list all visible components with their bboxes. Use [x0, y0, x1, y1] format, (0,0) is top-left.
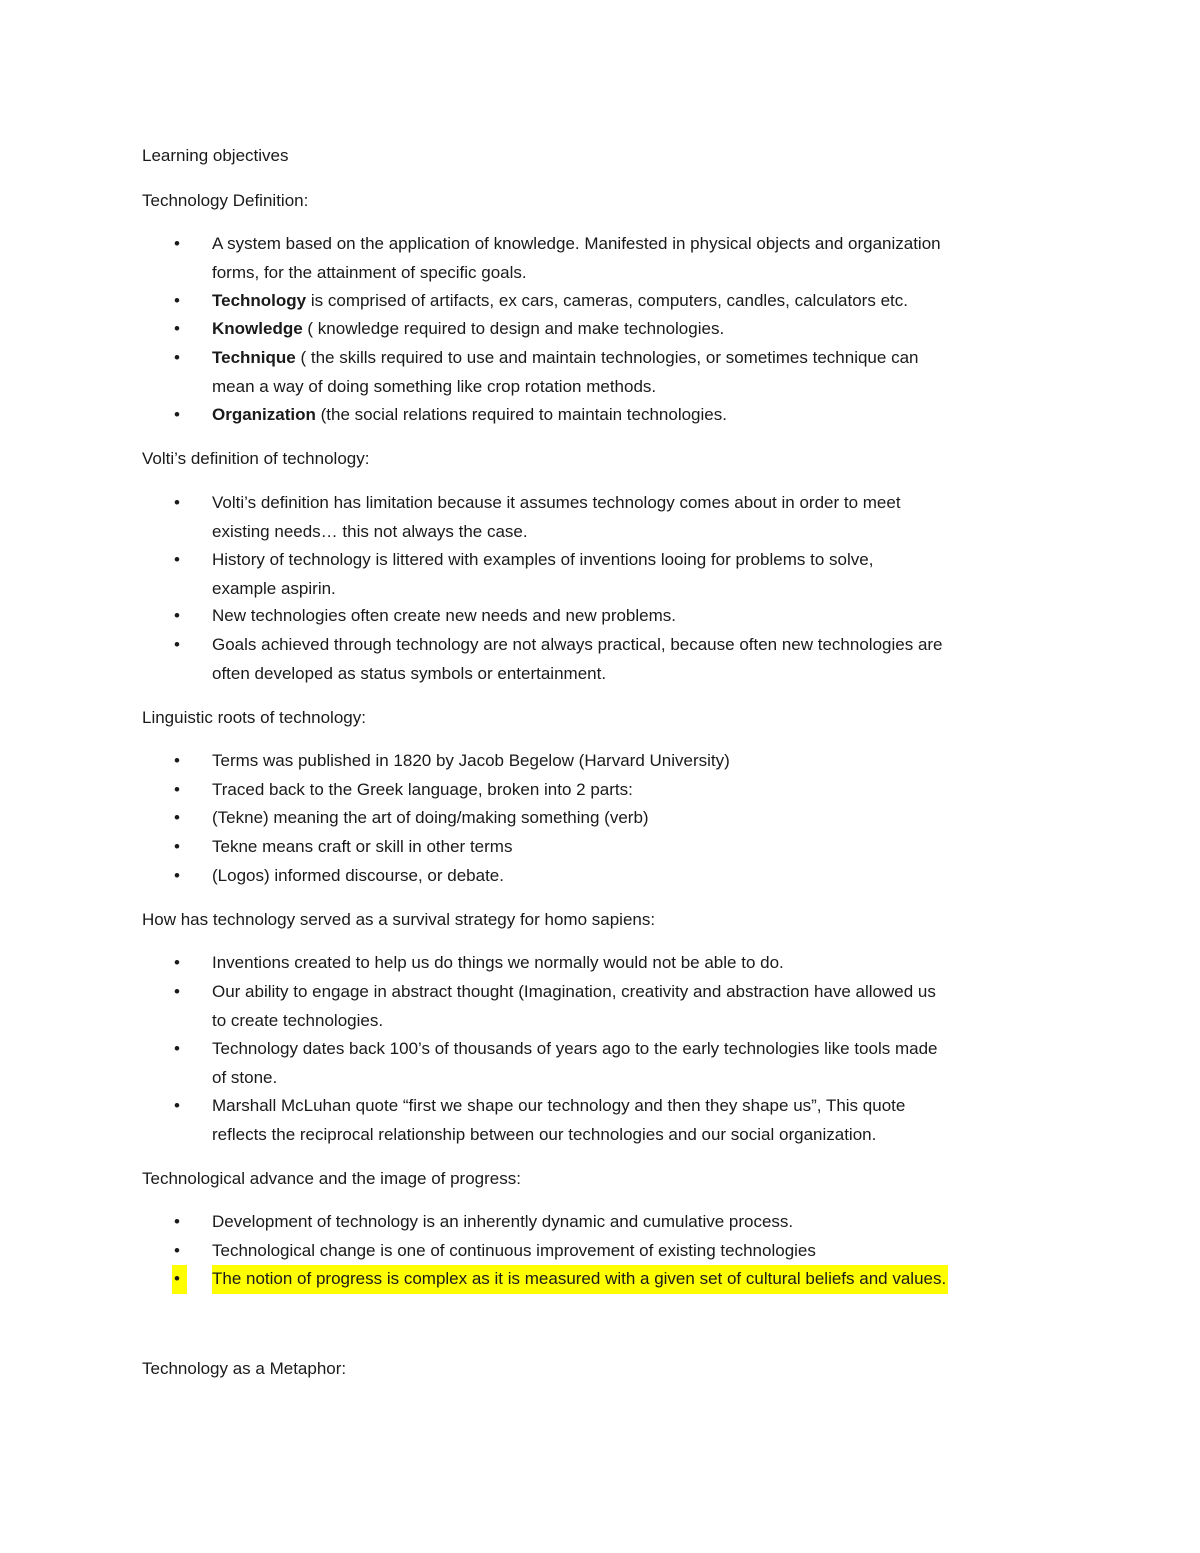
bullet-icon: •: [174, 780, 180, 799]
heading-voltis-definition: Volti’s definition of technology:: [142, 449, 370, 468]
heading-learning-objectives: Learning objectives: [142, 146, 289, 165]
list-item: [174, 833, 1074, 862]
bullet-icon: •: [174, 550, 180, 569]
list-item: [174, 602, 1074, 631]
list-item: [174, 1208, 1074, 1237]
list-item-text: example aspirin.: [212, 578, 336, 598]
list-item: [174, 230, 1074, 287]
bullet-icon: •: [174, 866, 180, 885]
bullet-icon: •: [174, 953, 180, 972]
list-item: [174, 949, 1074, 978]
term-label: Knowledge: [212, 319, 303, 338]
bullet-icon: •: [174, 982, 180, 1001]
bullet-icon: •: [174, 405, 180, 424]
list-item: [174, 978, 1074, 1035]
term-label: Technique: [212, 348, 296, 367]
list-item-text: Terms was published in 1820 by Jacob Begelow (Harvard University): [212, 751, 730, 770]
bullet-icon: •: [174, 1241, 180, 1260]
bullet-icon: •: [174, 1096, 180, 1115]
list-item-text: often developed as status symbols or entertainment.: [212, 663, 607, 683]
list-item-text: reflects the reciprocal relationship between our technologies and our social organization.: [212, 1124, 877, 1144]
list-item-text: Volti’s definition has limitation because it assumes technology comes about in order to meet: [212, 493, 901, 512]
highlighted-text: The notion of progress is complex as it is measured with a given set of cultural beliefs and values.: [212, 1265, 948, 1294]
list-item-text: ( the skills required to use and maintain technologies, or sometimes technique can: [295, 348, 919, 367]
list-item-text: (Tekne) meaning the art of doing/making something (verb): [212, 808, 649, 827]
list-item-text: existing needs… this not always the case.: [212, 521, 528, 541]
heading-survival-strategy: How has technology served as a survival strategy for homo sapiens:: [142, 910, 656, 929]
bullet-icon: •: [174, 1039, 180, 1058]
bullet-icon: •: [174, 234, 180, 253]
bullet-icon: •: [174, 808, 180, 827]
heading-linguistic-roots: Linguistic roots of technology:: [142, 708, 366, 727]
list-item-text: of stone.: [212, 1067, 278, 1087]
list-item-text: Inventions created to help us do things we normally would not be able to do.: [212, 953, 784, 972]
term-label: Technology: [212, 291, 307, 310]
list-item: [174, 631, 1074, 688]
list-item: [174, 401, 1074, 430]
bullet-icon: •: [174, 348, 180, 367]
list-item-text: (the social relations required to maintain technologies.: [315, 405, 727, 424]
list-item: [174, 747, 1074, 776]
list-item-text: ( knowledge required to design and make technologies.: [302, 319, 725, 338]
list-item: [174, 862, 1074, 891]
bullet-icon: •: [174, 493, 180, 512]
term-label: Organization: [212, 405, 316, 424]
bullet-icon: •: [174, 606, 180, 625]
list-item-text: Marshall McLuhan quote “first we shape our technology and then they shape us”, This quote: [212, 1096, 906, 1115]
list-item: [174, 1092, 1074, 1149]
list-item: [174, 1035, 1074, 1092]
heading-technology-definition: Technology Definition:: [142, 191, 309, 210]
list-item-text: Technological change is one of continuous improvement of existing technologies: [212, 1241, 816, 1260]
heading-technological-advance: Technological advance and the image of progress:: [142, 1169, 521, 1188]
bullet-icon: •: [174, 751, 180, 770]
list-item-text: Tekne means craft or skill in other terms: [212, 837, 513, 856]
list-item-text: mean a way of doing something like crop rotation methods.: [212, 376, 657, 396]
list-item-text: Traced back to the Greek language, broken into 2 parts:: [212, 780, 633, 799]
bullet-icon: •: [174, 837, 180, 856]
list-item-text: is comprised of artifacts, ex cars, cameras, computers, candles, calculators etc.: [306, 291, 908, 310]
bullet-icon: •: [174, 1212, 180, 1231]
list-item: [174, 287, 1074, 316]
list-item-text: Technology dates back 100’s of thousands of years ago to the early technologies like tools made: [212, 1039, 938, 1058]
list-item: [174, 546, 1074, 603]
list-item-highlighted: [174, 1265, 1074, 1294]
list-item: [174, 776, 1074, 805]
list-item-text: Goals achieved through technology are not always practical, because often new technologies are: [212, 635, 943, 654]
list-item-text: (Logos) informed discourse, or debate.: [212, 866, 504, 885]
list-item-text: Development of technology is an inherently dynamic and cumulative process.: [212, 1212, 794, 1231]
list-item: [174, 1237, 1074, 1266]
bullet-icon: •: [172, 1265, 187, 1294]
heading-technology-metaphor: Technology as a Metaphor:: [142, 1359, 347, 1378]
bullet-icon: •: [174, 291, 180, 310]
list-item-text: forms, for the attainment of specific goals.: [212, 262, 527, 282]
list-item-text: to create technologies.: [212, 1010, 384, 1030]
list-item: [174, 489, 1074, 546]
list-item-text: New technologies often create new needs and new problems.: [212, 606, 677, 625]
list-item: [174, 344, 1074, 401]
bullet-icon: •: [174, 635, 180, 654]
bullet-icon: •: [174, 319, 180, 338]
list-item-text: Our ability to engage in abstract thought (Imagination, creativity and abstraction have allowed us: [212, 982, 936, 1001]
list-item-text: A system based on the application of knowledge. Manifested in physical objects and organization: [212, 234, 941, 253]
list-item-text: History of technology is littered with examples of inventions looing for problems to solve,: [212, 550, 874, 569]
list-item: [174, 315, 1074, 344]
list-item: [174, 804, 1074, 833]
